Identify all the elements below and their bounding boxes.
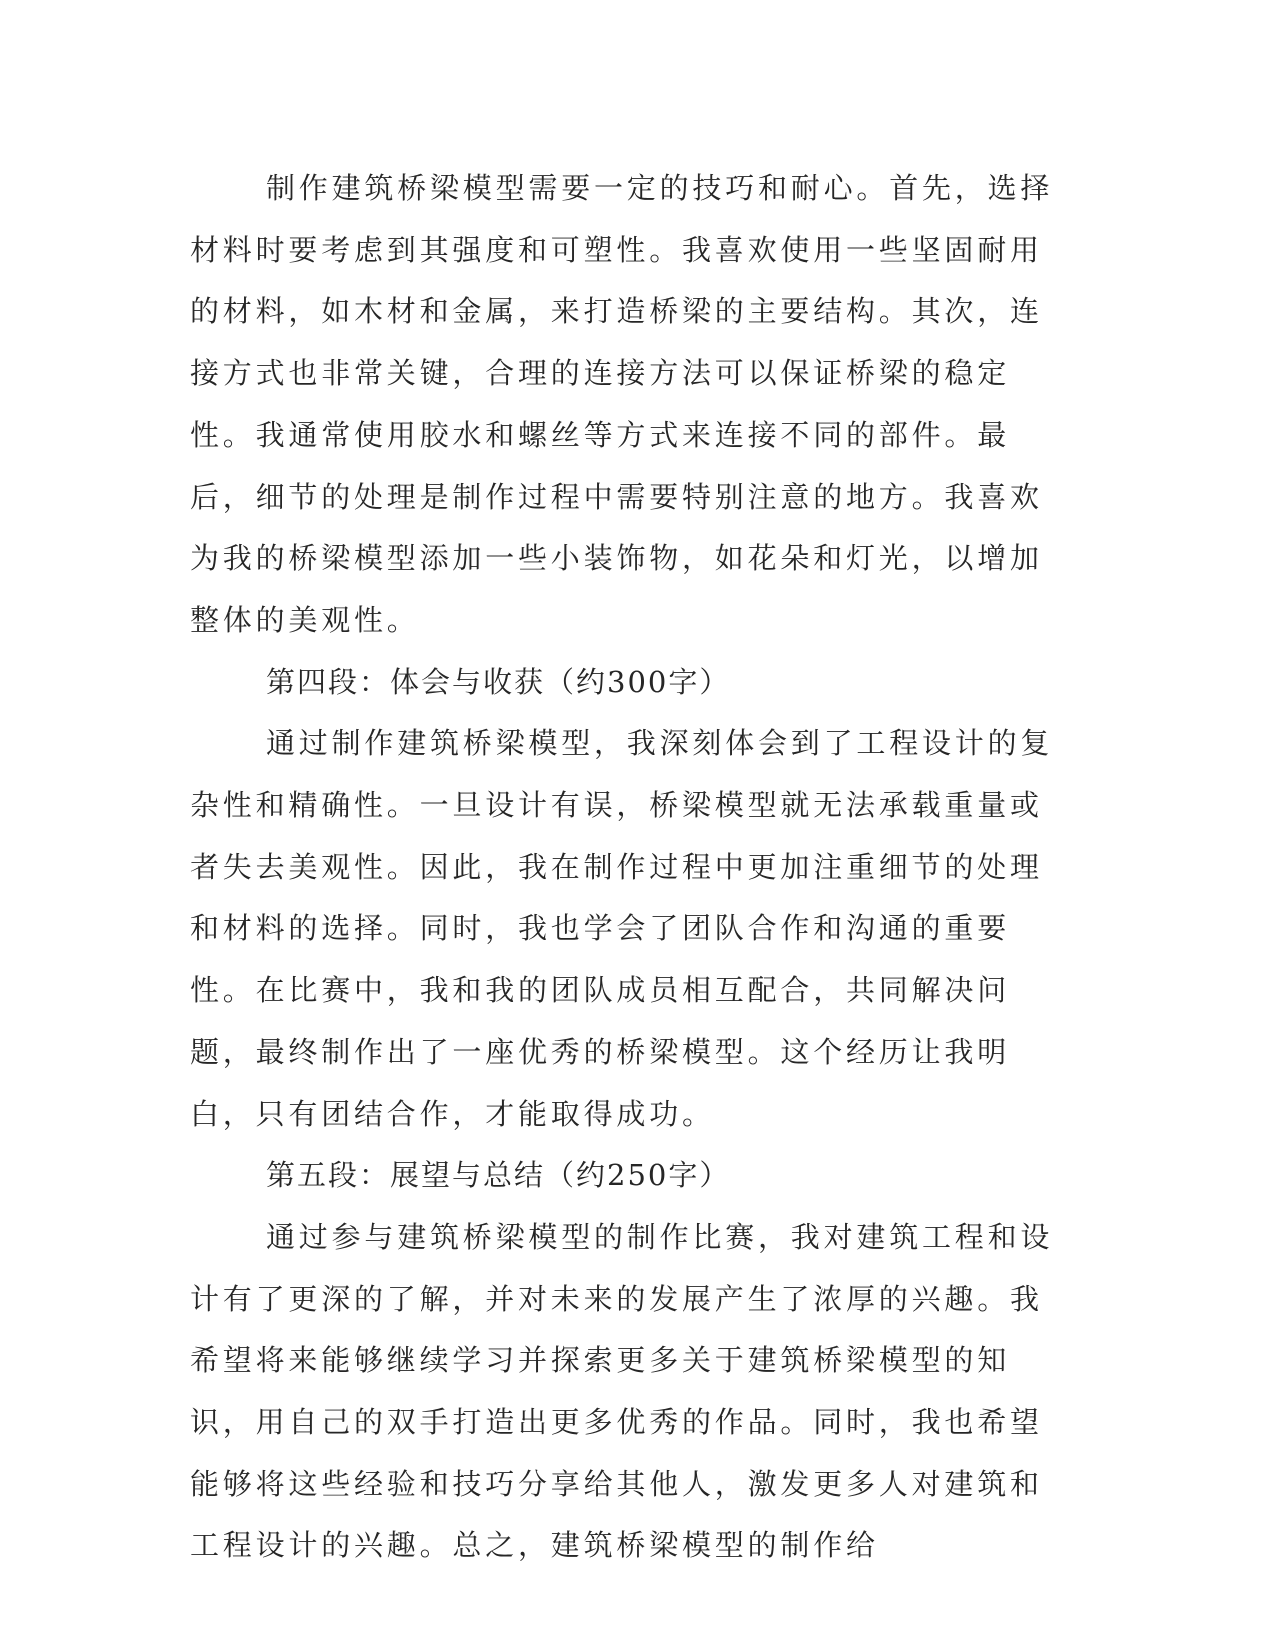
section-heading-4: 第四段：体会与收获（约300字） bbox=[266, 664, 731, 699]
paragraph-experience: 通过制作建筑桥梁模型，我深刻体会到了工程设计的复杂性和精确性。一旦设计有误，桥梁模型就无法承载重量或者失去美观性。因此，我在制作过程中更加注重细节的处理和材料的选择。同时，我也学会了团队合作和沟通的重要性。在比赛中，我和我的团队成员相互配合，共同解决问题，最终制作出了一座优秀的桥梁模型。这个经历让我明白，只有团结合作，才能取得成功。 bbox=[190, 726, 1054, 1131]
document-body bbox=[190, 158, 1070, 1577]
paragraph-outlook: 通过参与建筑桥梁模型的制作比赛，我对建筑工程和设计有了更深的了解，并对未来的发展产生了浓厚的兴趣。我希望将来能够继续学习并探索更多关于建筑桥梁模型的知识，用自己的双手打造出更多优秀的作品。同时，我也希望能够将这些经验和技巧分享给其他人，激发更多人对建筑和工程设计的兴趣。总之，建筑桥梁模型的制作给 bbox=[190, 1219, 1054, 1563]
paragraph-techniques: 制作建筑桥梁模型需要一定的技巧和耐心。首先，选择材料时要考虑到其强度和可塑性。我喜欢使用一些坚固耐用的材料，如木材和金属，来打造桥梁的主要结构。其次，连接方式也非常关键，合理的连接方法可以保证桥梁的稳定性。我通常使用胶水和螺丝等方式来连接不同的部件。最后，细节的处理是制作过程中需要特别注意的地方。我喜欢为我的桥梁模型添加一些小装饰物，如花朵和灯光，以增加整体的美观性。 bbox=[190, 171, 1054, 637]
section-heading-5: 第五段：展望与总结（约250字） bbox=[266, 1158, 731, 1193]
